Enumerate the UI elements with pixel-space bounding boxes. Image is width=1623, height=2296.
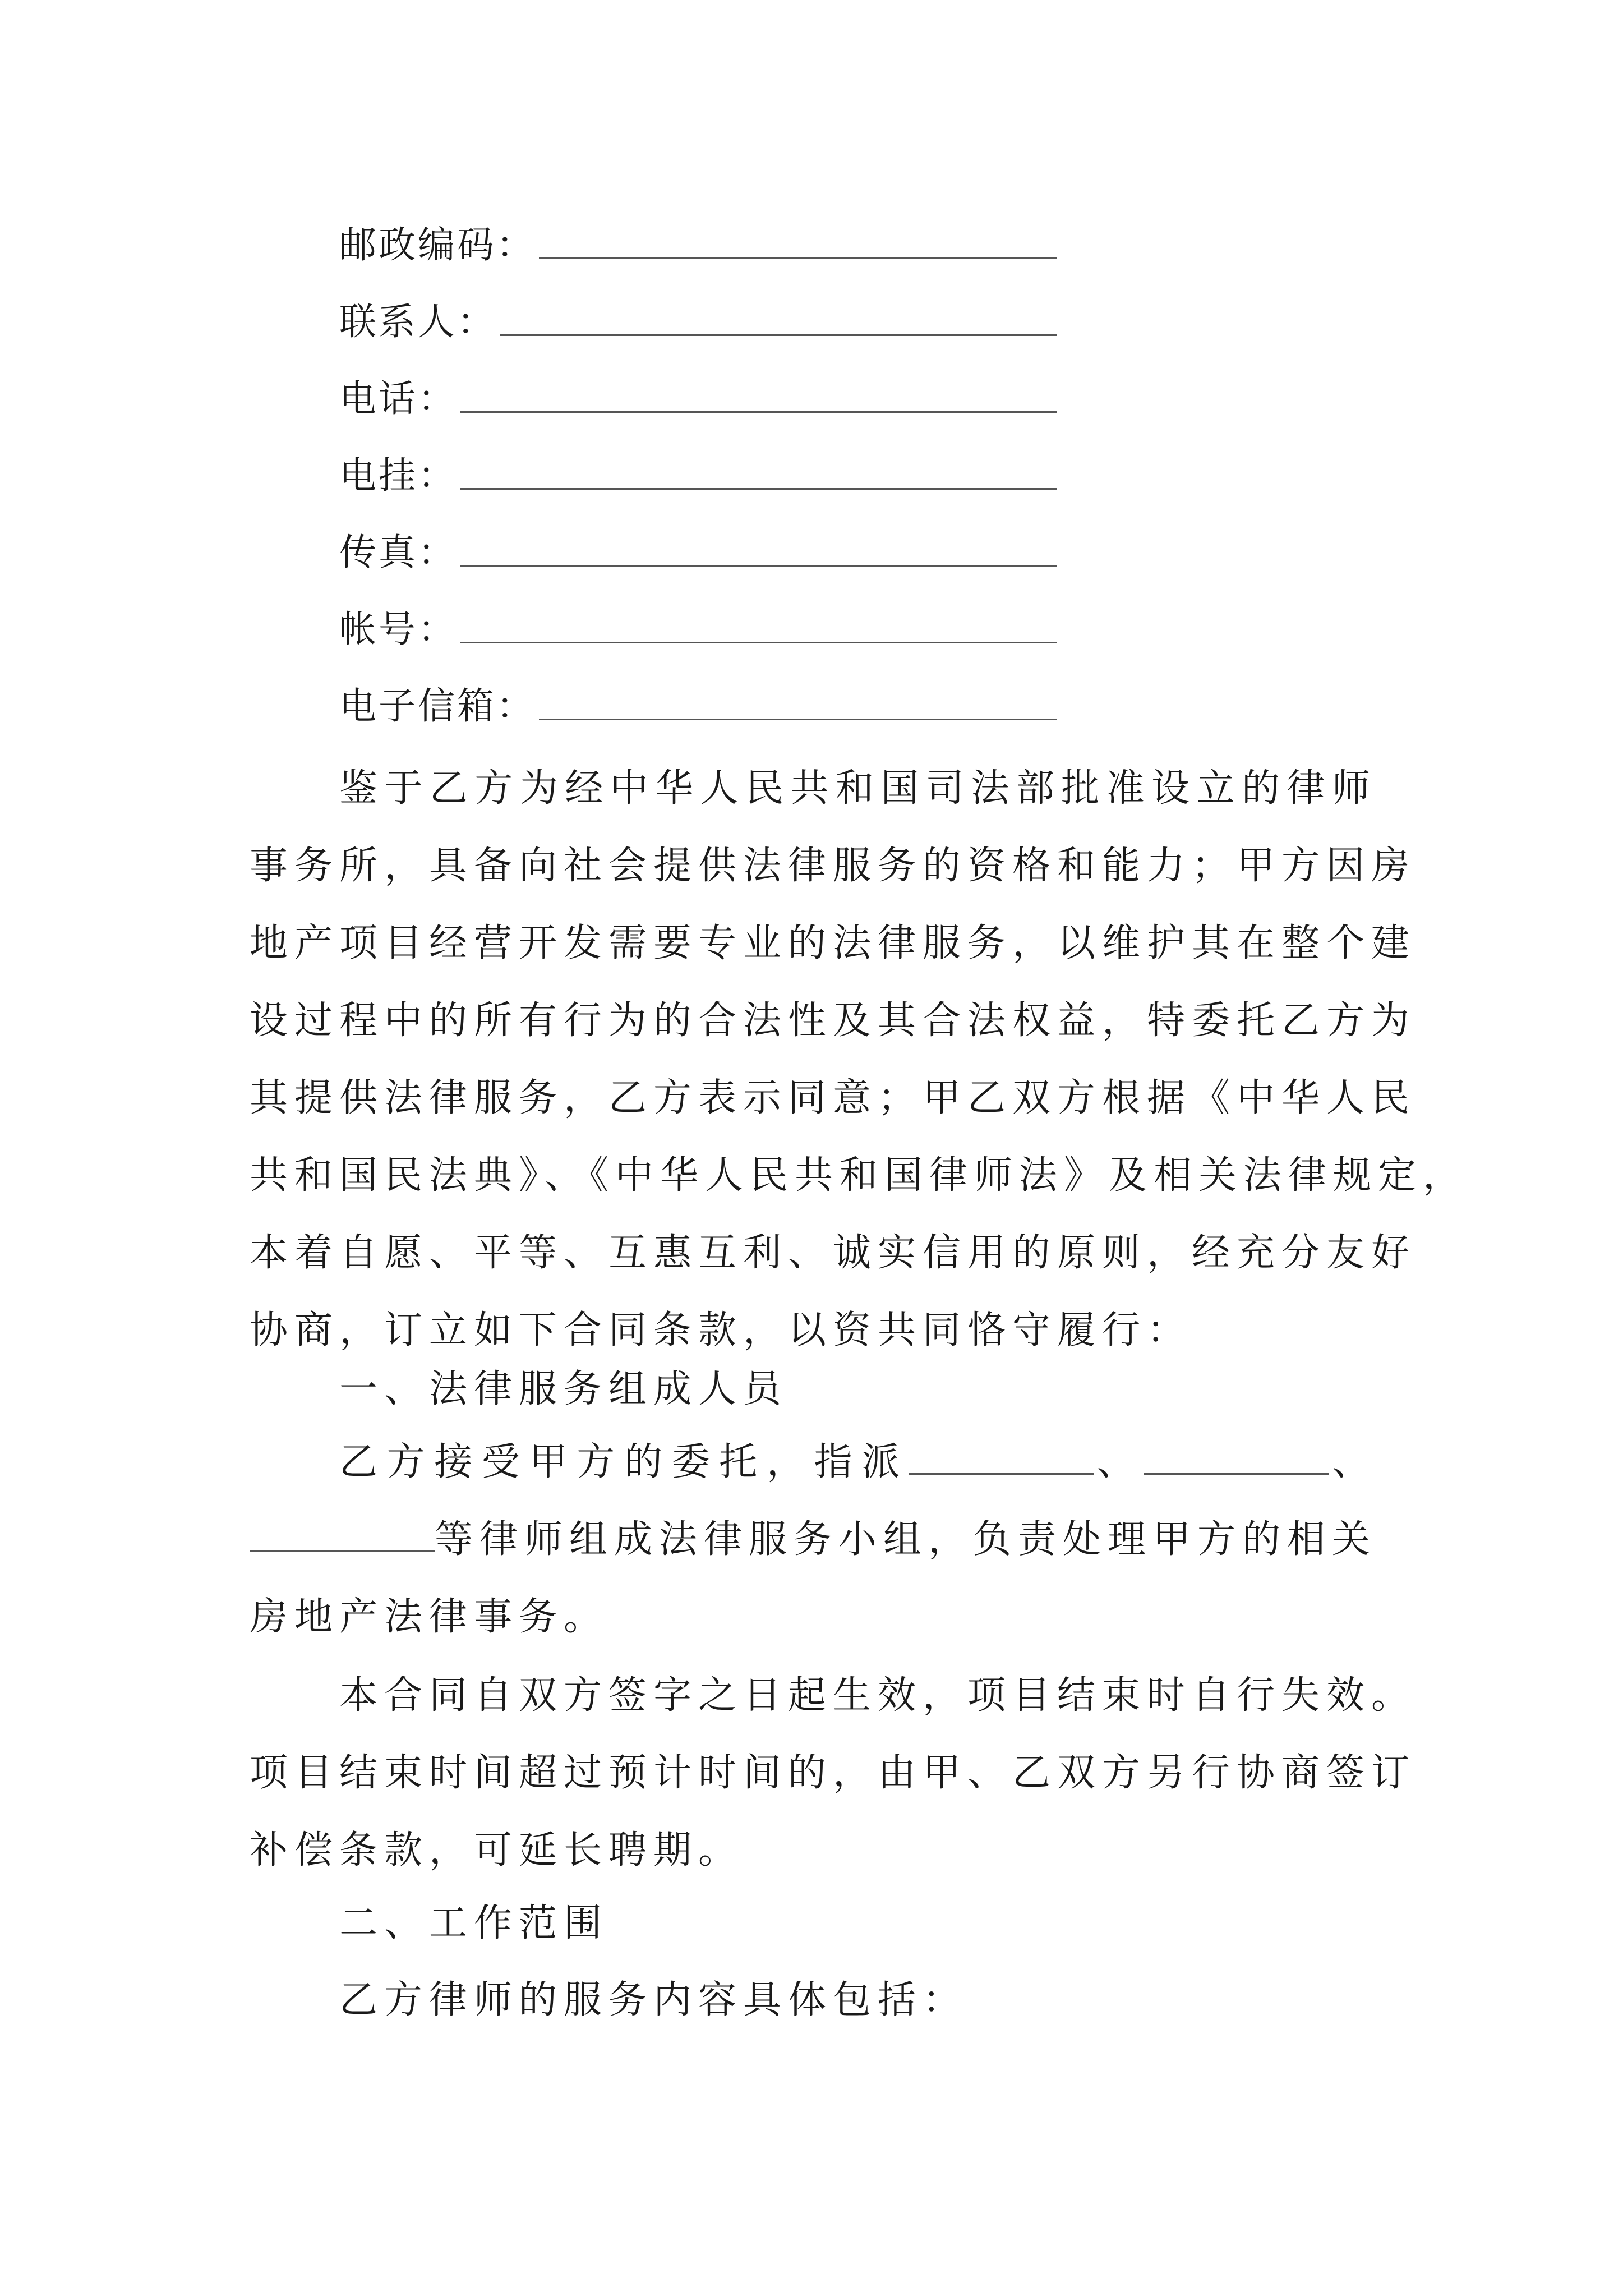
appoint-line-2 (250, 1501, 1377, 1579)
appoint-line-1 (250, 1424, 1377, 1501)
account-field[interactable] (339, 592, 1057, 651)
fax-field[interactable] (339, 515, 1057, 574)
validity-line: 本合同自双方签字之日起生效，项目结束时自行失效。 (339, 1673, 1417, 1718)
postal-code-blank[interactable] (539, 257, 1057, 259)
account-blank[interactable] (460, 642, 1057, 643)
email-blank[interactable] (539, 719, 1057, 720)
lawyer-name-blank-1[interactable] (909, 1442, 1094, 1475)
postal-code-label: 邮政编码： (339, 223, 536, 266)
contact-person-blank[interactable] (500, 334, 1057, 336)
phone-label: 电话： (339, 377, 457, 420)
intro-line: 鉴于乙方为经中华人民共和国司法部批准设立的律师 (339, 766, 1377, 811)
fax-blank[interactable] (460, 565, 1057, 567)
contact-person-label: 联系人： (339, 300, 496, 343)
intro-line: 其提供法律服务，乙方表示同意；甲乙双方根据《中华人民 (250, 1076, 1417, 1120)
fax-label: 传真： (339, 531, 457, 574)
account-label: 帐号： (339, 608, 457, 651)
lawyer-name-blank-3[interactable] (250, 1519, 435, 1552)
scope-intro: 乙方律师的服务内容具体包括： (339, 1978, 968, 2022)
validity-line: 补偿条款，可延长聘期。 (250, 1828, 744, 1872)
validity-paragraph (250, 1657, 1417, 1889)
telegraph-label: 电挂： (339, 454, 457, 497)
section-1-heading: 一、法律服务组成人员 (339, 1367, 789, 1411)
phone-field[interactable] (339, 361, 1057, 420)
intro-line: 事务所，具备向社会提供法律服务的资格和能力；甲方因房 (250, 844, 1417, 888)
intro-line: 本着自愿、平等、互惠互利、诚实信用的原则，经充分友好 (250, 1231, 1417, 1275)
appoint-line-3: 房地产法律事务。 (250, 1595, 609, 1639)
validity-line: 项目结束时间超过预计时间的，由甲、乙双方另行协商签订 (250, 1751, 1417, 1795)
postal-code-field[interactable] (339, 208, 1057, 264)
email-field[interactable] (339, 669, 1057, 728)
appoint-suffix: 等律师组成法律服务小组，负责处理甲方的相关 (435, 1517, 1377, 1562)
email-label: 电子信箱： (339, 684, 536, 728)
intro-paragraph (250, 750, 1468, 1369)
appoint-prefix: 乙方接受甲方的委托，指派 (339, 1440, 909, 1484)
contact-person-field[interactable] (339, 284, 1057, 341)
separator: 、 (1094, 1440, 1145, 1484)
intro-line: 共和国民法典》、《中华人民共和国律师法》及相关法律规定， (250, 1153, 1468, 1198)
intro-line: 协商，订立如下合同条款，以资共同恪守履行： (250, 1308, 1192, 1352)
separator: 、 (1329, 1440, 1377, 1484)
telegraph-field[interactable] (339, 438, 1057, 497)
phone-blank[interactable] (460, 411, 1057, 413)
telegraph-blank[interactable] (460, 488, 1057, 490)
section-2-heading: 二、工作范围 (339, 1901, 609, 1945)
lawyer-name-blank-2[interactable] (1144, 1442, 1329, 1475)
intro-line: 地产项目经营开发需要专业的法律服务，以维护其在整个建 (250, 921, 1417, 965)
intro-line: 设过程中的所有行为的合法性及其合法权益，特委托乙方为 (250, 999, 1417, 1043)
appoint-paragraph (250, 1424, 1377, 1656)
